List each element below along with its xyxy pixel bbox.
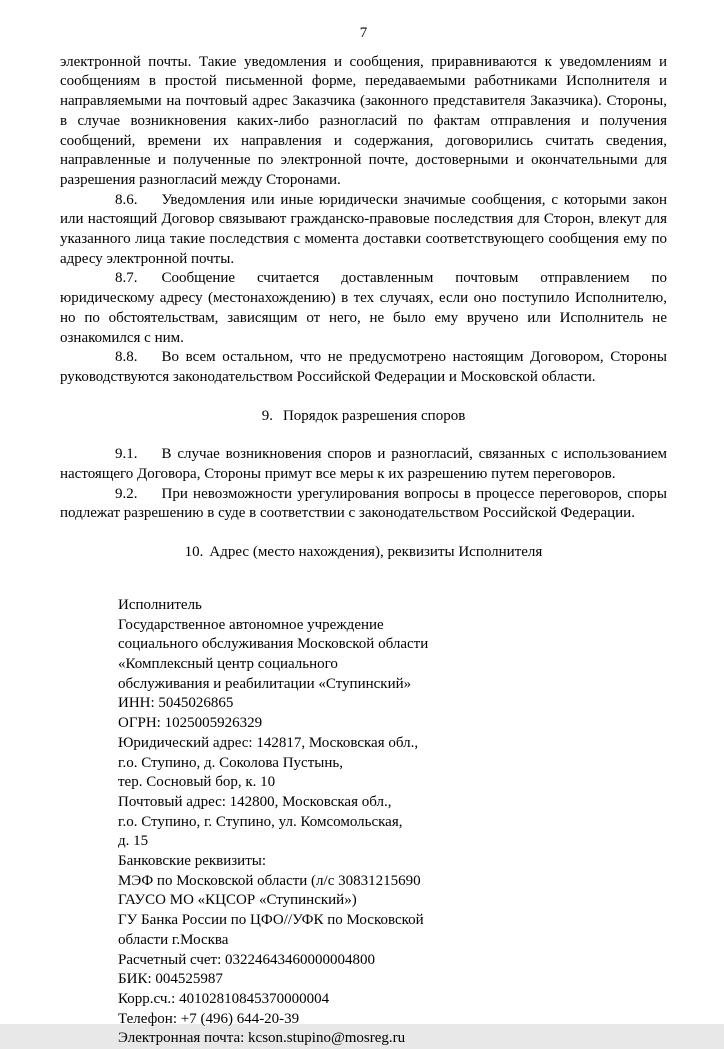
clause-text: Сообщение считается доставленным почтовым отправлением по юридическому адресу (местонахождению) в тех случаях, если оно поступило Исполнителю, но по обстоятельствам, зависящим от него, не было ему вручено или Исполнитель не ознакомился с ним. <box>60 270 667 346</box>
requisites-line: Государственное автономное учреждение <box>118 616 384 633</box>
clause-number: 9.2. <box>115 485 138 502</box>
clause-text: При невозможности урегулирования вопросы в процессе переговоров, споры подлежат разрешению в суде в соответствии с законодательством Российской Федерации. <box>60 485 667 522</box>
section-10-heading <box>60 543 667 563</box>
requisites-line: Почтовый адрес: 142800, Московская обл., <box>118 793 392 810</box>
requisites-line: социального обслуживания Московской области <box>118 636 429 653</box>
paragraph-9-2 <box>60 485 667 524</box>
clause-number: 9.1. <box>115 446 138 463</box>
requisites-line: Исполнитель <box>118 596 202 613</box>
requisites-line: Юридический адрес: 142817, Московская обл., <box>118 734 419 751</box>
requisites-line: ОГРН: 1025005926329 <box>118 715 263 732</box>
requisites-line: ГУ Банка России по ЦФО//УФК по Московской <box>118 912 424 929</box>
requisites-line: ГАУСО МО «КЦСОР «Ступинский») <box>118 892 357 909</box>
requisites-line: д. 15 <box>118 833 149 850</box>
requisites-line: МЭФ по Московской области (л/с 30831215690 <box>118 872 421 889</box>
requisites-line: Расчетный счет: 03224643460000004800 <box>118 951 376 968</box>
requisites-line: Банковские реквизиты: <box>118 853 267 870</box>
requisites-line: обслуживания и реабилитации «Ступинский» <box>118 675 412 692</box>
paragraph-continuation: электронной почты. Такие уведомления и сообщения, приравниваются к уведомлениям и сообщениям в простой письменной форме, передаваемыми работниками Исполнителя и направляемыми на почтовый адрес Заказчика (законного представителя Заказчика). Стороны, в случае возникновения каких-либо разногласий по фактам отправления и получения сообщений, времени их направления и содержания, договорились считать сведения, направленные и полученные по электронной почте, достоверными и окончательными для разрешения разногласий между Сторонами. <box>60 53 667 188</box>
requisites-line: г.о. Ступино, г. Ступино, ул. Комсомольская, <box>118 813 403 830</box>
requisites-line: ИНН: 5045026865 <box>118 695 234 712</box>
requisites-line: «Комплексный центр социального <box>118 655 338 672</box>
requisites-line: Корр.сч.: 40102810845370000004 <box>118 990 330 1007</box>
clause-text: Во всем остальном, что не предусмотрено настоящим Договором, Стороны руководствуются законодательством Российской Федерации и Московской области. <box>60 349 667 385</box>
requisites-line: тер. Сосновый бор, к. 10 <box>118 774 276 791</box>
requisites-line: Электронная почта: kcson.stupino@mosreg.ru <box>118 1030 406 1047</box>
executor-requisites-block <box>118 596 667 1049</box>
clause-number: 8.7. <box>115 270 138 287</box>
requisites-line: БИК: 004525987 <box>118 971 223 988</box>
clause-text: В случае возникновения споров и разногласий, связанных с использованием настоящего Договора, Стороны примут все меры к их разрешению путем переговоров. <box>60 446 667 483</box>
section-number: 9. <box>261 407 273 424</box>
requisites-line: г.о. Ступино, д. Соколова Пустынь, <box>118 754 343 771</box>
requisites-line: Телефон: +7 (496) 644-20-39 <box>118 1010 300 1027</box>
paragraph-8-6 <box>60 191 667 270</box>
clause-number: 8.6. <box>115 191 138 208</box>
paragraph-9-1 <box>60 445 667 484</box>
section-title: Порядок разрешения споров <box>282 407 466 424</box>
section-number: 10. <box>184 544 204 561</box>
requisites-line: области г.Москва <box>118 931 229 948</box>
paragraph-8-8 <box>60 348 667 387</box>
section-title: Адрес (место нахождения), реквизиты Исполнителя <box>209 544 543 561</box>
page-number: 7 <box>359 25 368 41</box>
clause-text: Уведомления или иные юридически значимые сообщения, с которыми закон или настоящий Договор связывают гражданско-правовые последствия для Сторон, влекут для указанного лица такие последствия с момента доставки соответствующего сообщения ему по адресу электронной почты. <box>60 191 667 267</box>
clause-number: 8.8. <box>115 349 138 366</box>
section-9-heading <box>60 407 667 427</box>
paragraph-8-7 <box>60 269 667 348</box>
